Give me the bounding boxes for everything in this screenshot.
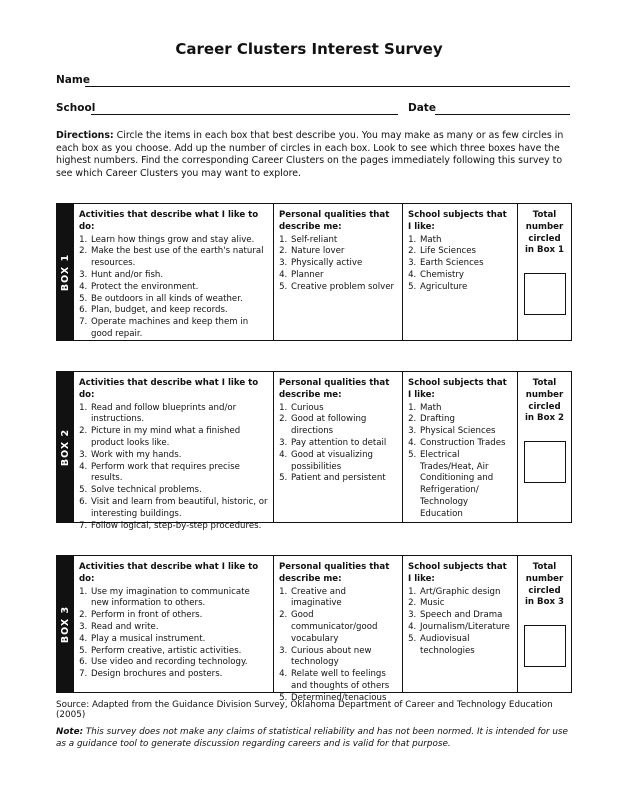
quality-item[interactable]: 5. Creative problem solver [290,282,397,294]
total-header: Total number circled in Box 1 [524,210,565,256]
activities-header: Activities that describe what I like to do: [79,378,259,400]
quality-item[interactable]: 4. Good at visualizing possibilities [290,450,397,474]
date-field[interactable] [435,114,570,115]
subject-item[interactable]: 3. Earth Sciences [419,258,512,270]
subject-item[interactable]: 5. Audiovisual technologies [419,634,512,658]
personal-qualities-column [274,556,403,703]
activity-item[interactable]: 4. Perform work that requires precise results. [90,462,268,486]
total-input-box[interactable] [524,273,566,315]
activity-item[interactable]: 7. Design brochures and posters. [90,669,268,681]
activities-column [74,556,274,692]
activities-column [74,372,274,531]
activities-column [74,204,274,340]
survey-box-1 [56,203,572,341]
subjects-header: School subjects that I like: [408,378,507,400]
activity-item[interactable]: 7. Operate machines and keep them in good repair. [90,317,268,341]
subject-item[interactable]: 1. Art/Graphic design [419,587,512,599]
activity-item[interactable]: 7. Follow logical, step-by-step procedures. [90,521,268,533]
box-tab-label: BOX 1 [60,253,72,291]
directions-text: Circle the items in each box that best describe you. You may make as many or as few circles in each box as you choose. Add up the number of circles in each box. Look to see which three boxes have the highest numbers. Find the corresponding Career Clusters on the pages immediately following this survey to see which Career Clusters you may want to explore. [56,130,564,179]
quality-item[interactable]: 2. Nature lover [290,246,397,258]
total-input-box[interactable] [524,625,566,667]
activity-item[interactable]: 4. Protect the environment. [90,282,268,294]
box-tab [57,372,74,522]
subject-item[interactable]: 5. Agriculture [419,282,512,294]
activity-item[interactable]: 6. Use video and recording technology. [90,657,268,669]
subject-item[interactable]: 5. Electrical Trades/Heat, Air Conditioning and Refrigeration/ Technology Education [419,450,512,521]
school-field[interactable] [91,114,398,115]
total-column [518,372,571,522]
school-subjects-column [403,372,518,522]
personal-qualities-column [274,204,403,340]
quality-item[interactable]: 3. Curious about new technology [290,646,397,670]
subject-item[interactable]: 4. Journalism/Literature [419,622,512,634]
activity-item[interactable]: 6. Visit and learn from beautiful, historic, or interesting buildings. [90,497,268,521]
activity-item[interactable]: 3. Read and write. [90,622,268,634]
survey-box-3 [56,555,572,703]
personal-header: Personal qualities that describe me: [279,378,390,400]
quality-item[interactable]: 1. Creative and imaginative [290,587,397,611]
total-header: Total number circled in Box 2 [524,378,565,424]
footnote [56,726,576,750]
school-subjects-column [403,556,518,692]
name-label: Name [56,74,90,86]
school-subjects-column [403,204,518,340]
subjects-header: School subjects that I like: [408,210,507,232]
subject-item[interactable]: 4. Construction Trades [419,438,512,450]
quality-item[interactable]: 1. Curious [290,403,397,415]
activity-item[interactable]: 5. Perform creative, artistic activities. [90,646,268,658]
quality-item[interactable]: 3. Pay attention to detail [290,438,397,450]
activity-item[interactable]: 1. Use my imagination to communicate new information to others. [90,587,268,611]
quality-item[interactable]: 5. Determined/tenacious [290,693,397,705]
total-header: Total number circled in Box 3 [524,562,565,608]
note-label: Note: [56,727,84,737]
survey-box-2 [56,371,572,531]
subject-item[interactable]: 1. Math [419,403,512,415]
personal-qualities-column [274,372,403,522]
activities-header: Activities that describe what I like to do: [79,562,259,584]
personal-header: Personal qualities that describe me: [279,210,390,232]
personal-header: Personal qualities that describe me: [279,562,390,584]
quality-item[interactable]: 3. Physically active [290,258,397,270]
activity-item[interactable]: 3. Work with my hands. [90,450,268,462]
box-tab-label: BOX 2 [60,428,72,466]
activity-item[interactable]: 1. Read and follow blueprints and/or instructions. [90,403,268,427]
quality-item[interactable]: 2. Good communicator/good vocabulary [290,610,397,645]
activity-item[interactable]: 2. Picture in my mind what a finished product looks like. [90,426,268,450]
activity-item[interactable]: 3. Hunt and/or fish. [90,270,268,282]
name-field[interactable] [85,86,570,87]
school-label: School [56,102,96,114]
activity-item[interactable]: 5. Solve technical problems. [90,485,268,497]
subject-item[interactable]: 4. Chemistry [419,270,512,282]
date-label: Date [408,102,436,114]
quality-item[interactable]: 2. Good at following directions [290,414,397,438]
subject-item[interactable]: 1. Math [419,235,512,247]
activity-item[interactable]: 6. Plan, budget, and keep records. [90,305,268,317]
subject-item[interactable]: 3. Speech and Drama [419,610,512,622]
total-column [518,556,571,692]
activities-header: Activities that describe what I like to do: [79,210,259,232]
box-tab [57,556,74,692]
total-input-box[interactable] [524,441,566,483]
box-tab [57,204,74,340]
box-tab-label: BOX 3 [60,605,72,643]
quality-item[interactable]: 4. Planner [290,270,397,282]
quality-item[interactable]: 4. Relate well to feelings and thoughts of others [290,669,397,693]
total-column [518,204,571,340]
activity-item[interactable]: 4. Play a musical instrument. [90,634,268,646]
note-text: This survey does not make any claims of statistical reliability and has not been normed. It is intended for use as a guidance tool to generate discussion regarding careers and is valid for that purpose. [56,727,568,749]
subject-item[interactable]: 2. Drafting [419,414,512,426]
activity-item[interactable]: 2. Make the best use of the earth's natural resources. [90,246,268,270]
source-citation: Source: Adapted from the Guidance Division Survey, Oklahoma Department of Career and Technology Education (2005) [56,700,553,720]
subject-item[interactable]: 3. Physical Sciences [419,426,512,438]
directions [56,130,576,180]
directions-label: Directions: [56,130,114,141]
activity-item[interactable]: 1. Learn how things grow and stay alive. [90,235,268,247]
subjects-header: School subjects that I like: [408,562,507,584]
subject-item[interactable]: 2. Life Sciences [419,246,512,258]
quality-item[interactable]: 1. Self-reliant [290,235,397,247]
activity-item[interactable]: 2. Perform in front of others. [90,610,268,622]
page-title: Career Clusters Interest Survey [175,40,443,58]
activity-item[interactable]: 5. Be outdoors in all kinds of weather. [90,294,268,306]
subject-item[interactable]: 2. Music [419,598,512,610]
quality-item[interactable]: 5. Patient and persistent [290,473,397,485]
